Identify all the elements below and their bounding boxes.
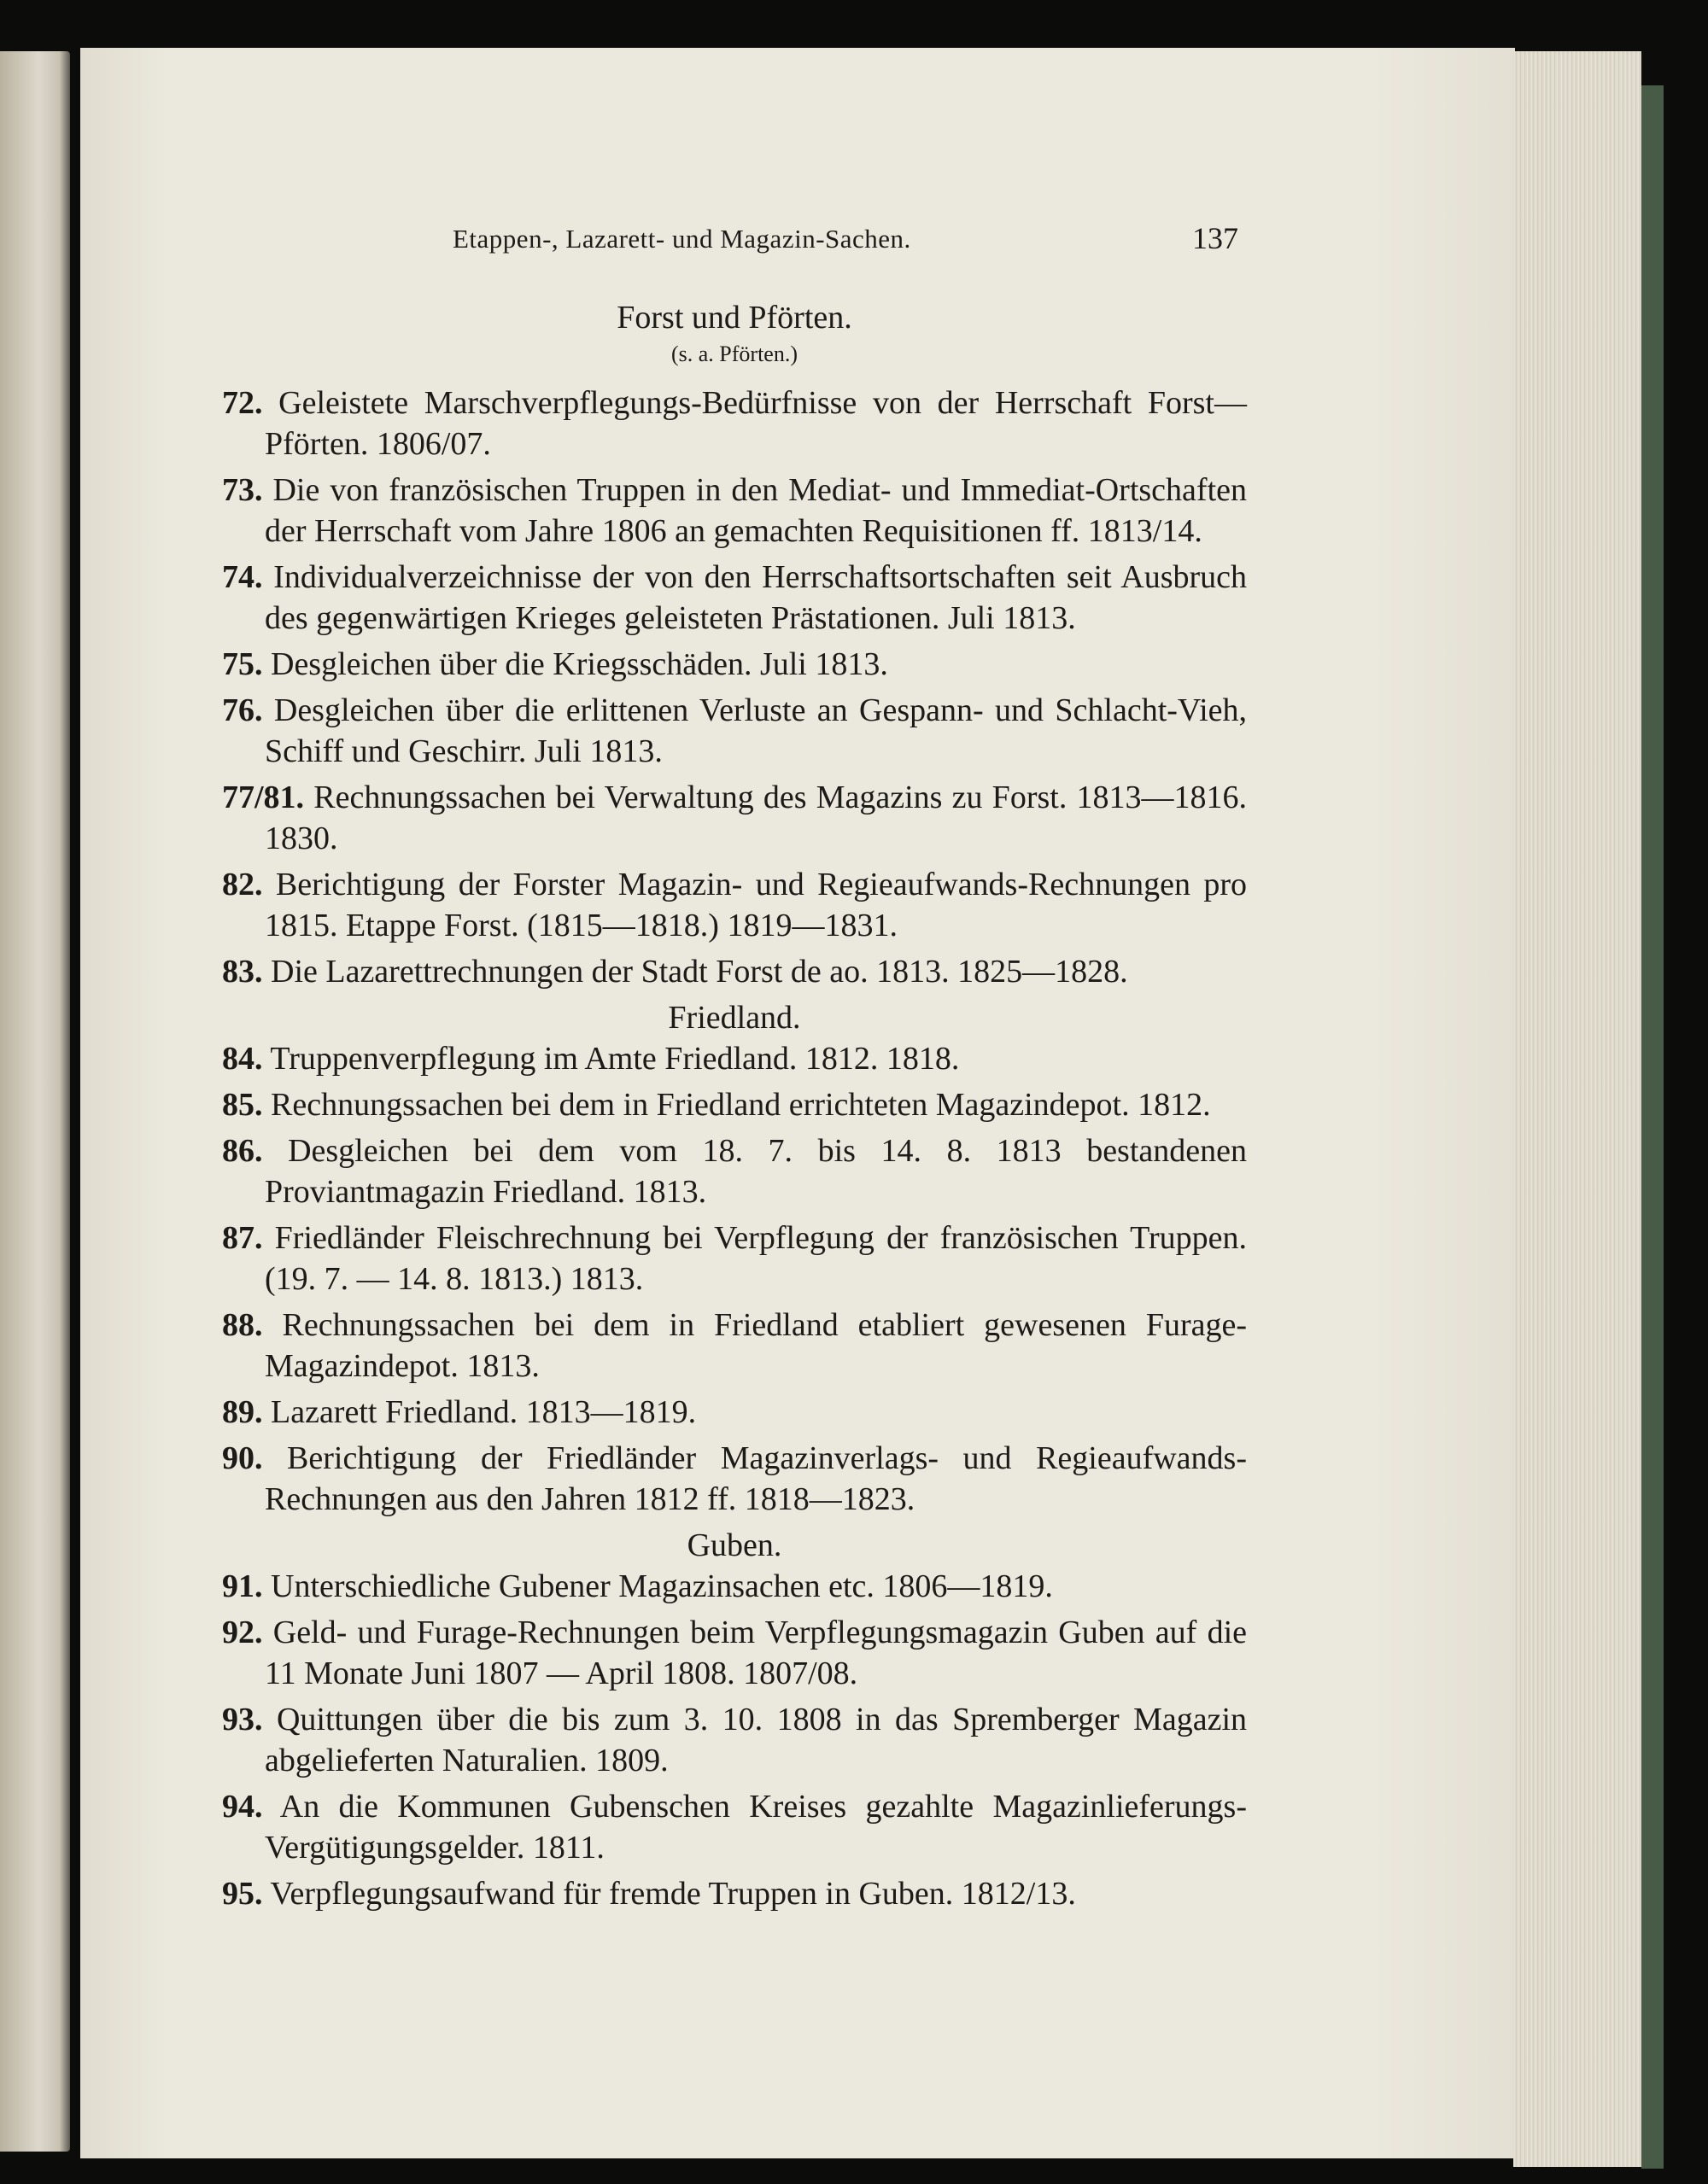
entry-text: Truppenverpflegung im Amte Friedland. 1812. 1818. xyxy=(270,1041,960,1077)
entry-83 xyxy=(222,951,1247,992)
entry-number: 72. xyxy=(222,385,263,421)
entry-text: Rechnungssachen bei dem in Friedland etabliert gewesenen Furage-Magazindepot. 1813. xyxy=(265,1307,1247,1384)
entry-text: Friedländer Fleischrechnung bei Verpflegung der französischen Truppen. (19. 7. — 14. 8. 1813.) 1813. xyxy=(265,1220,1247,1297)
entry-73 xyxy=(222,470,1247,552)
section-heading-guben: Guben. xyxy=(687,1527,782,1563)
entry-text: An die Kommunen Gubenschen Kreises gezahlte Magazinlieferungs-Vergütigungsgelder. 1811. xyxy=(265,1789,1247,1866)
entry-number: 86. xyxy=(222,1133,263,1169)
entry-number: 83. xyxy=(222,954,263,990)
page-edges xyxy=(1513,51,1641,2167)
entry-text: Individualverzeichnisse der von den Herrschaftsortschaften seit Ausbruch des gegenwärtigen Krieges geleisteten Prästationen. Juli 1813. xyxy=(265,559,1247,636)
entry-number: 84. xyxy=(222,1041,263,1077)
entry-number: 76. xyxy=(222,692,263,728)
entry-77-81 xyxy=(222,777,1247,859)
entry-text: Geleistete Marschverpflegungs-Bedürfnisse von der Herrschaft Forst—Pförten. 1806/07. xyxy=(265,385,1247,462)
entry-text: Geld- und Furage-Rechnungen beim Verpflegungsmagazin Guben auf die 11 Monate Juni 1807 — April 1808. 1807/08. xyxy=(265,1615,1247,1691)
entry-87 xyxy=(222,1218,1247,1299)
page-number: 137 xyxy=(1192,221,1238,255)
entry-text: Berichtigung der Friedländer Magazinverlags- und Regieaufwands-Rechnungen aus den Jahren 1812 ff. 1818—1823. xyxy=(265,1440,1247,1517)
entry-text: Die Lazarettrechnungen der Stadt Forst de ao. 1813. 1825—1828. xyxy=(271,954,1128,990)
entry-number: 92. xyxy=(222,1615,263,1650)
entry-91 xyxy=(222,1566,1247,1607)
entry-number: 94. xyxy=(222,1789,263,1825)
entry-number: 88. xyxy=(222,1307,263,1343)
entry-text: Unterschiedliche Gubener Magazinsachen etc. 1806—1819. xyxy=(271,1568,1053,1604)
section-subheading-forst: (s. a. Pförten.) xyxy=(670,342,798,366)
entry-text: Quittungen über die bis zum 3. 10. 1808 in das Spremberger Magazin abgelieferten Naturalien. 1809. xyxy=(265,1702,1248,1778)
entry-90 xyxy=(222,1438,1247,1520)
entry-number: 75. xyxy=(222,646,263,682)
section-heading-friedland: Friedland. xyxy=(668,1000,801,1036)
entry-95 xyxy=(222,1873,1247,1914)
entry-84 xyxy=(222,1038,1247,1079)
entry-number: 91. xyxy=(222,1568,263,1604)
entry-text: Rechnungssachen bei Verwaltung des Magazins zu Forst. 1813—1816. 1830. xyxy=(265,780,1247,856)
entry-number: 87. xyxy=(222,1220,263,1256)
entry-76 xyxy=(222,690,1247,772)
entry-number: 82. xyxy=(222,867,263,902)
entry-text: Desgleichen über die Kriegsschäden. Juli 1813. xyxy=(271,646,888,682)
book-cover-edge xyxy=(1641,85,1664,2169)
section-heading-forst: Forst und Pförten. xyxy=(617,300,852,336)
entry-text: Rechnungssachen bei dem in Friedland errichteten Magazindepot. 1812. xyxy=(271,1087,1211,1123)
entry-93 xyxy=(222,1699,1247,1781)
entry-text: Verpflegungsaufwand für fremde Truppen in Guben. 1812/13. xyxy=(270,1876,1076,1912)
entry-number: 73. xyxy=(222,472,263,508)
entry-text: Die von französischen Truppen in den Mediat- und Immediat-Ortschaften der Herrschaft vom Jahre 1806 an gemachten Requisitionen ff. 1813/14. xyxy=(265,472,1247,549)
entry-75 xyxy=(222,644,1247,685)
entry-92 xyxy=(222,1612,1247,1694)
entry-94 xyxy=(222,1786,1247,1868)
entry-number: 74. xyxy=(222,559,263,595)
entry-74 xyxy=(222,557,1247,639)
entry-text: Lazarett Friedland. 1813—1819. xyxy=(271,1394,697,1430)
entry-85 xyxy=(222,1084,1247,1125)
entry-text: Desgleichen über die erlittenen Verluste an Gespann- und Schlacht-Vieh, Schiff und Geschirr. Juli 1813. xyxy=(265,692,1247,769)
left-page-edge xyxy=(0,51,70,2152)
page-content xyxy=(222,297,1247,1919)
entry-number: 85. xyxy=(222,1087,263,1123)
entry-text: Berichtigung der Forster Magazin- und Regieaufwands-Rechnungen pro 1815. Etappe Forst. (1815—1818.) 1819—1831. xyxy=(265,867,1248,943)
entry-72 xyxy=(222,382,1247,464)
running-title: Etappen-, Lazarett- und Magazin-Sachen. xyxy=(453,224,911,254)
entry-number: 90. xyxy=(222,1440,263,1476)
entry-number: 93. xyxy=(222,1702,263,1737)
entry-number: 89. xyxy=(222,1394,263,1430)
entry-82 xyxy=(222,864,1247,946)
entry-text: Desgleichen bei dem vom 18. 7. bis 14. 8. 1813 bestandenen Proviantmagazin Friedland. 1813. xyxy=(265,1133,1248,1210)
entry-number: 77/81. xyxy=(222,780,305,815)
entry-number: 95. xyxy=(222,1876,263,1912)
entry-89 xyxy=(222,1392,1247,1433)
entry-86 xyxy=(222,1130,1247,1212)
entry-88 xyxy=(222,1305,1247,1387)
